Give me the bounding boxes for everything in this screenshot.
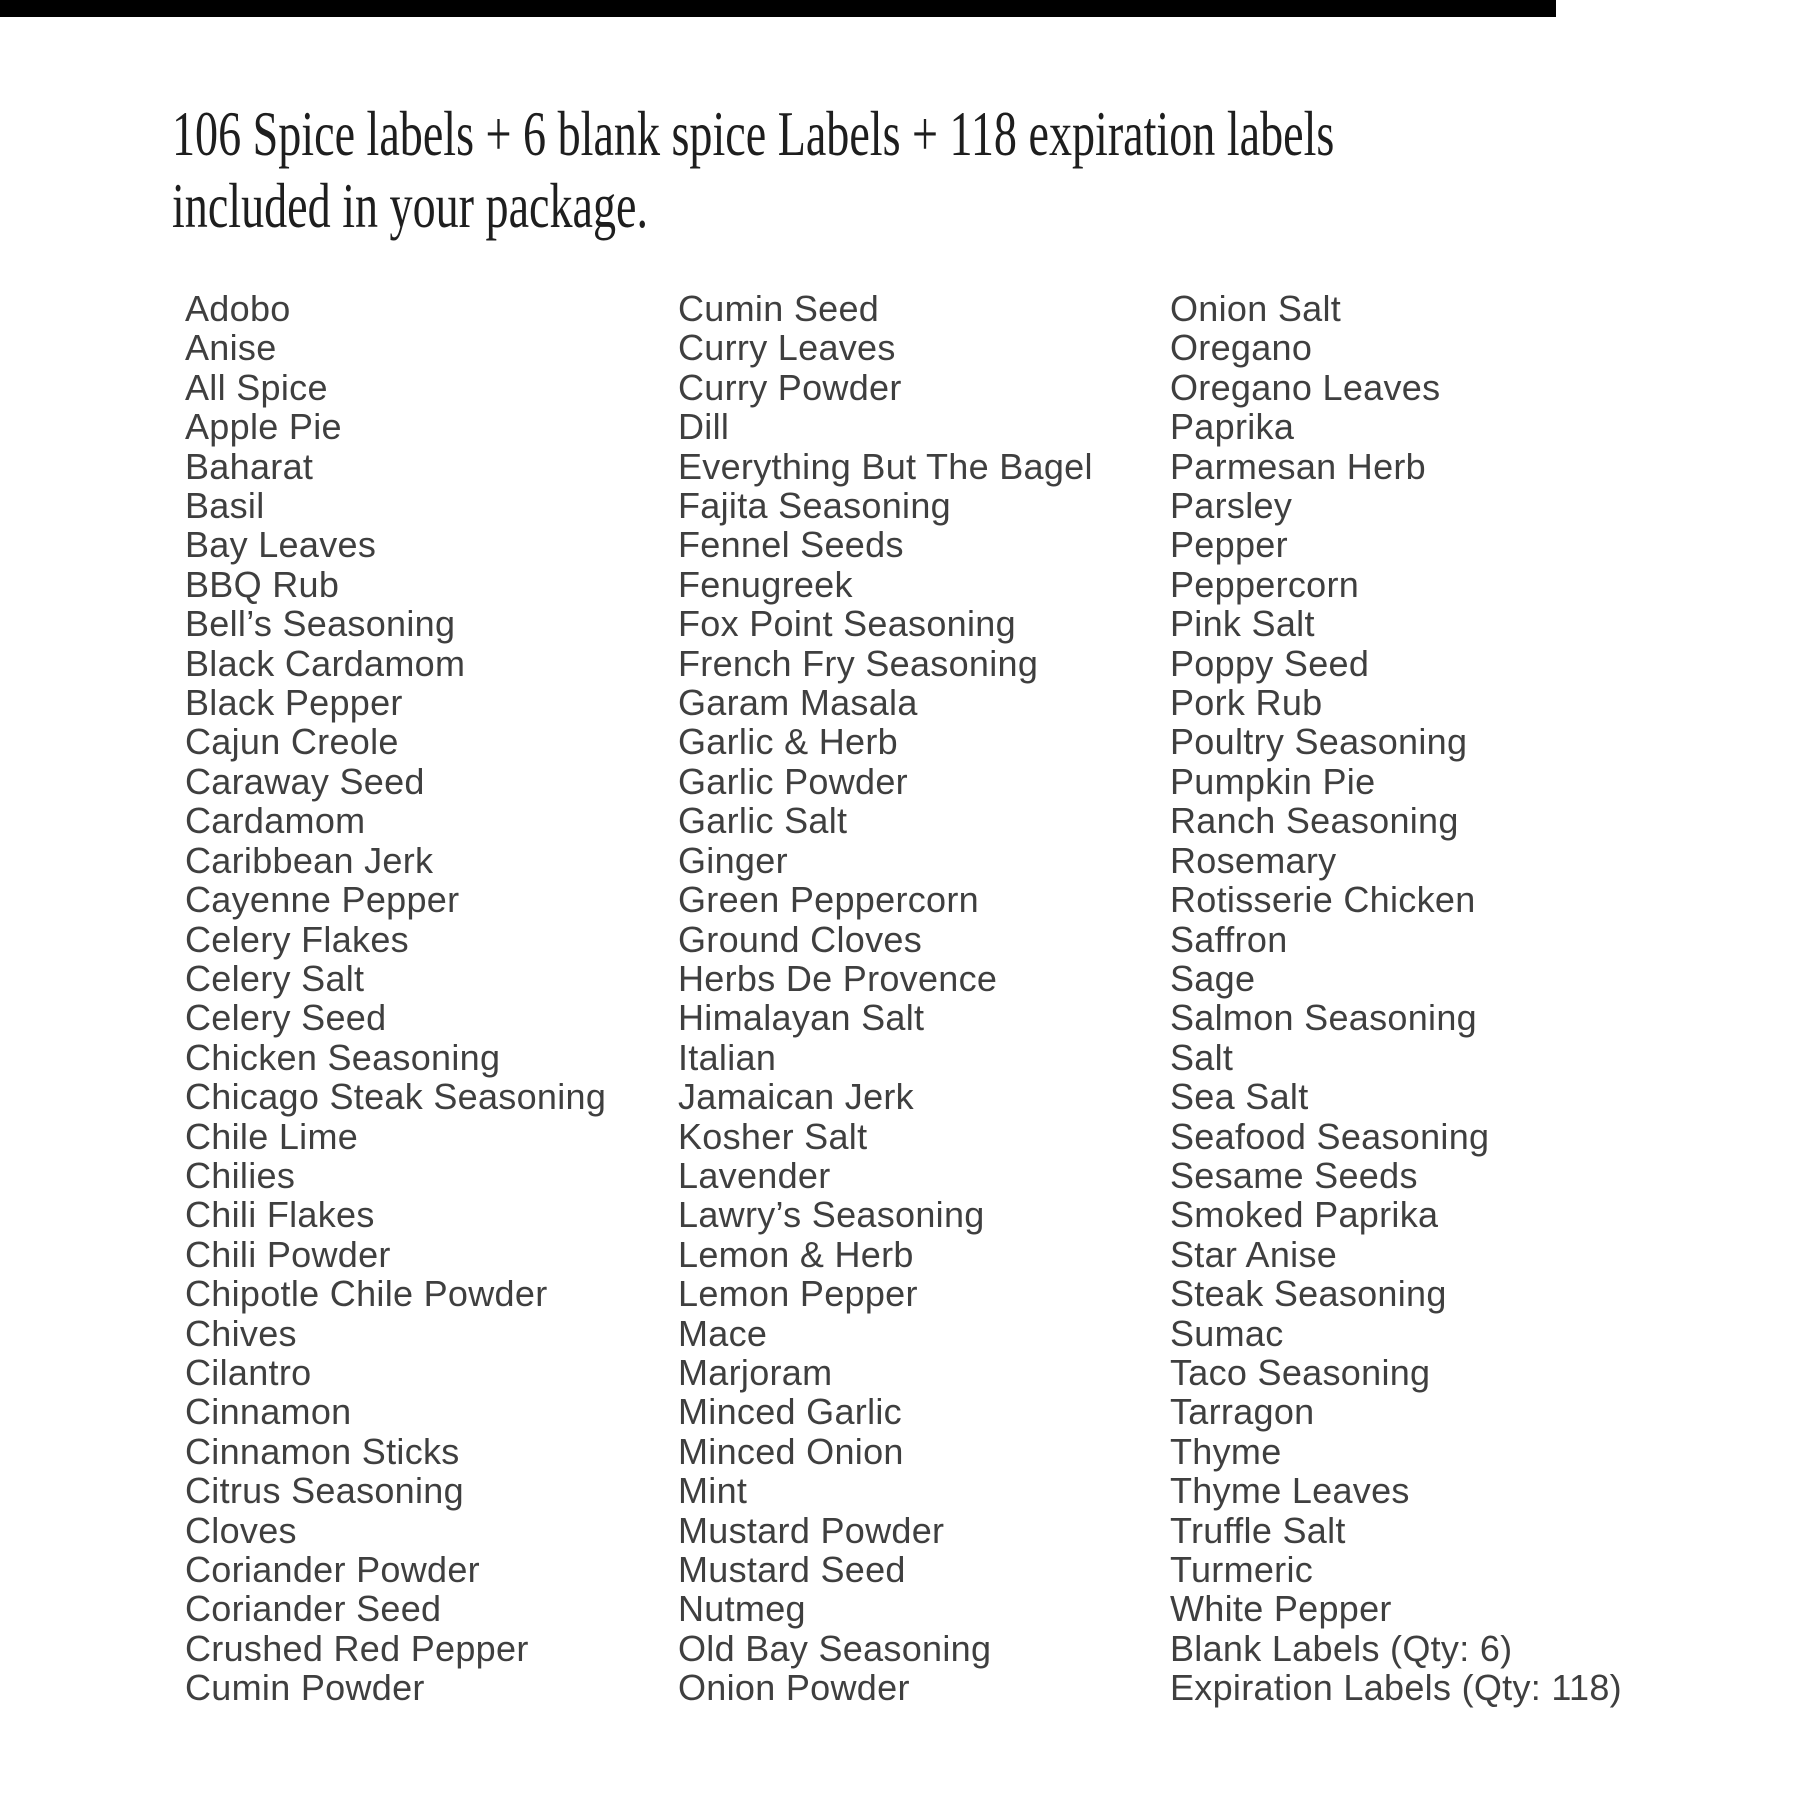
spice-list-item: Minced Onion [678,1430,904,1472]
spice-list-item: Oregano [1170,327,1313,369]
spice-list-item: Mace [678,1312,768,1354]
spice-list-item: Pink Salt [1170,603,1315,645]
spice-list-item: Cumin Powder [185,1667,425,1709]
spice-list-item: Jamaican Jerk [678,1076,914,1118]
spice-list-item: Garam Masala [678,682,918,724]
spice-list-item: Coriander Powder [185,1549,480,1590]
spice-list-column-2 [678,289,1093,1708]
spice-list-item: Apple Pie [185,406,342,448]
spice-list-item: Cinnamon [185,1391,352,1433]
spice-list-item: Fenugreek [678,563,853,605]
spice-list-item: Celery Flakes [185,918,409,960]
spice-list-item: Cajun Creole [185,721,399,763]
spice-list-item: Ground Cloves [678,918,923,960]
spice-list-item: Chives [185,1312,297,1354]
spice-list-item: Anise [185,327,277,369]
spice-list-item: Lemon Pepper [678,1273,918,1315]
spice-list-item: Cloves [185,1509,297,1551]
spice-list-item: Taco Seasoning [1170,1351,1431,1393]
spice-list-item: Adobo [185,288,291,329]
spice-list-item: Onion Salt [1170,288,1342,329]
spice-list-item: Mint [678,1470,748,1512]
spice-list-item: Steak Seasoning [1170,1273,1447,1315]
spice-list-item: Salmon Seasoning [1170,997,1478,1039]
spice-list-item: Onion Powder [678,1667,910,1709]
spice-list-item: Green Peppercorn [678,879,979,921]
spice-list-item: Garlic Salt [678,800,848,842]
spice-list-item: French Fry Seasoning [678,642,1039,684]
spice-list-item: Pumpkin Pie [1170,760,1376,802]
spice-list-item: Saffron [1170,918,1288,960]
spice-list-item: Salt [1170,1036,1234,1078]
spice-list-item: Garlic & Herb [678,721,898,763]
spice-list-item: Basil [185,485,265,527]
spice-list-item: Black Pepper [185,682,403,724]
spice-list-item: Everything But The Bagel [678,445,1093,487]
spice-list-item: Celery Seed [185,997,387,1039]
spice-list-item: Lawry’s Seasoning [678,1194,985,1236]
spice-list-item: Sumac [1170,1312,1284,1354]
spice-list-item: Tarragon [1170,1391,1315,1433]
spice-list-item: Caraway Seed [185,760,425,802]
spice-list-item: Parmesan Herb [1170,445,1427,487]
spice-list-item: Chili Flakes [185,1194,375,1236]
spice-list-item: Black Cardamom [185,642,466,684]
spice-list-item: Mustard Powder [678,1509,945,1551]
spice-list-column-3 [1170,289,1622,1708]
spice-list-item: Fajita Seasoning [678,485,951,527]
spice-list-item: Celery Salt [185,957,365,999]
spice-list-item: Rotisserie Chicken [1170,879,1476,921]
spice-list-item: Thyme [1170,1430,1282,1472]
spice-list-item: Kosher Salt [678,1115,868,1157]
spice-list-item: Old Bay Seasoning [678,1627,992,1669]
spice-list-item: Expiration Labels (Qty: 118) [1170,1667,1622,1709]
spice-list-item: Star Anise [1170,1233,1338,1275]
spice-list-item: Cilantro [185,1351,312,1393]
spice-list-item: Sesame Seeds [1170,1154,1418,1196]
spice-list-item: Marjoram [678,1351,833,1393]
spice-list-item: Pepper [1170,524,1288,566]
spice-list-item: Seafood Seasoning [1170,1115,1490,1157]
spice-list-item: Fox Point Seasoning [678,603,1016,645]
spice-list-item: Paprika [1170,406,1295,448]
spice-list-item: Cumin Seed [678,288,880,329]
spice-list-item: Herbs De Provence [678,957,998,999]
spice-list-item: Fennel Seeds [678,524,904,566]
spice-list-item: Italian [678,1036,777,1078]
spice-list-item: Coriander Seed [185,1588,442,1630]
spice-list-item: Minced Garlic [678,1391,902,1433]
spice-list-item: Pork Rub [1170,682,1323,724]
spice-list-item: Crushed Red Pepper [185,1627,529,1669]
spice-list-item: Curry Leaves [678,327,896,369]
spice-list-item: Curry Powder [678,366,902,408]
spice-list-item: Chili Powder [185,1233,391,1275]
page-title [172,98,1334,242]
spice-list-column-1 [185,289,606,1708]
spice-list-item: Bell’s Seasoning [185,603,456,645]
spice-list-item: Truffle Salt [1170,1509,1346,1551]
top-black-bar [0,0,1556,17]
spice-list-item: Himalayan Salt [678,997,925,1039]
spice-list-item: Nutmeg [678,1588,806,1630]
spice-list-item: Cayenne Pepper [185,879,460,921]
spice-list-item: Caribbean Jerk [185,839,434,881]
spice-list-item: Cardamom [185,800,366,842]
spice-list-item: Baharat [185,445,314,487]
spice-list-item: Poppy Seed [1170,642,1370,684]
spice-list-item: Turmeric [1170,1549,1314,1590]
spice-list-item: Thyme Leaves [1170,1470,1410,1512]
spice-list-item: Chicago Steak Seasoning [185,1076,607,1118]
page-title-line-1: 106 Spice labels + 6 blank spice Labels + 118 expiration labels [172,98,1335,169]
spice-list-item: Poultry Seasoning [1170,721,1468,763]
spice-list-item: Sea Salt [1170,1076,1309,1118]
page-title-line-2: included in your package. [172,170,648,241]
spice-list-item: White Pepper [1170,1588,1392,1630]
spice-list-item: Chilies [185,1154,296,1196]
spice-list-item: Ranch Seasoning [1170,800,1459,842]
spice-list-item: Rosemary [1170,839,1337,881]
spice-list-item: Mustard Seed [678,1549,906,1590]
spice-list-item: Sage [1170,957,1256,999]
spice-list-item: Oregano Leaves [1170,366,1441,408]
spice-list-item: Dill [678,406,730,448]
spice-list-item: Bay Leaves [185,524,377,566]
spice-list-item: BBQ Rub [185,563,340,605]
spice-list-item: Garlic Powder [678,760,908,802]
spice-list-item: Chicken Seasoning [185,1036,501,1078]
spice-list-item: Peppercorn [1170,563,1360,605]
spice-list-item: Lemon & Herb [678,1233,914,1275]
spice-list-item: Ginger [678,839,788,881]
spice-list-item: Lavender [678,1154,831,1196]
spice-list-item: Chile Lime [185,1115,359,1157]
spice-list-item: Blank Labels (Qty: 6) [1170,1627,1513,1669]
spice-list-item: Citrus Seasoning [185,1470,464,1512]
spice-list-item: Chipotle Chile Powder [185,1273,548,1315]
spice-list-item: All Spice [185,366,328,408]
spice-list-item: Parsley [1170,485,1293,527]
spice-list-item: Smoked Paprika [1170,1194,1439,1236]
spice-list-item: Cinnamon Sticks [185,1430,460,1472]
